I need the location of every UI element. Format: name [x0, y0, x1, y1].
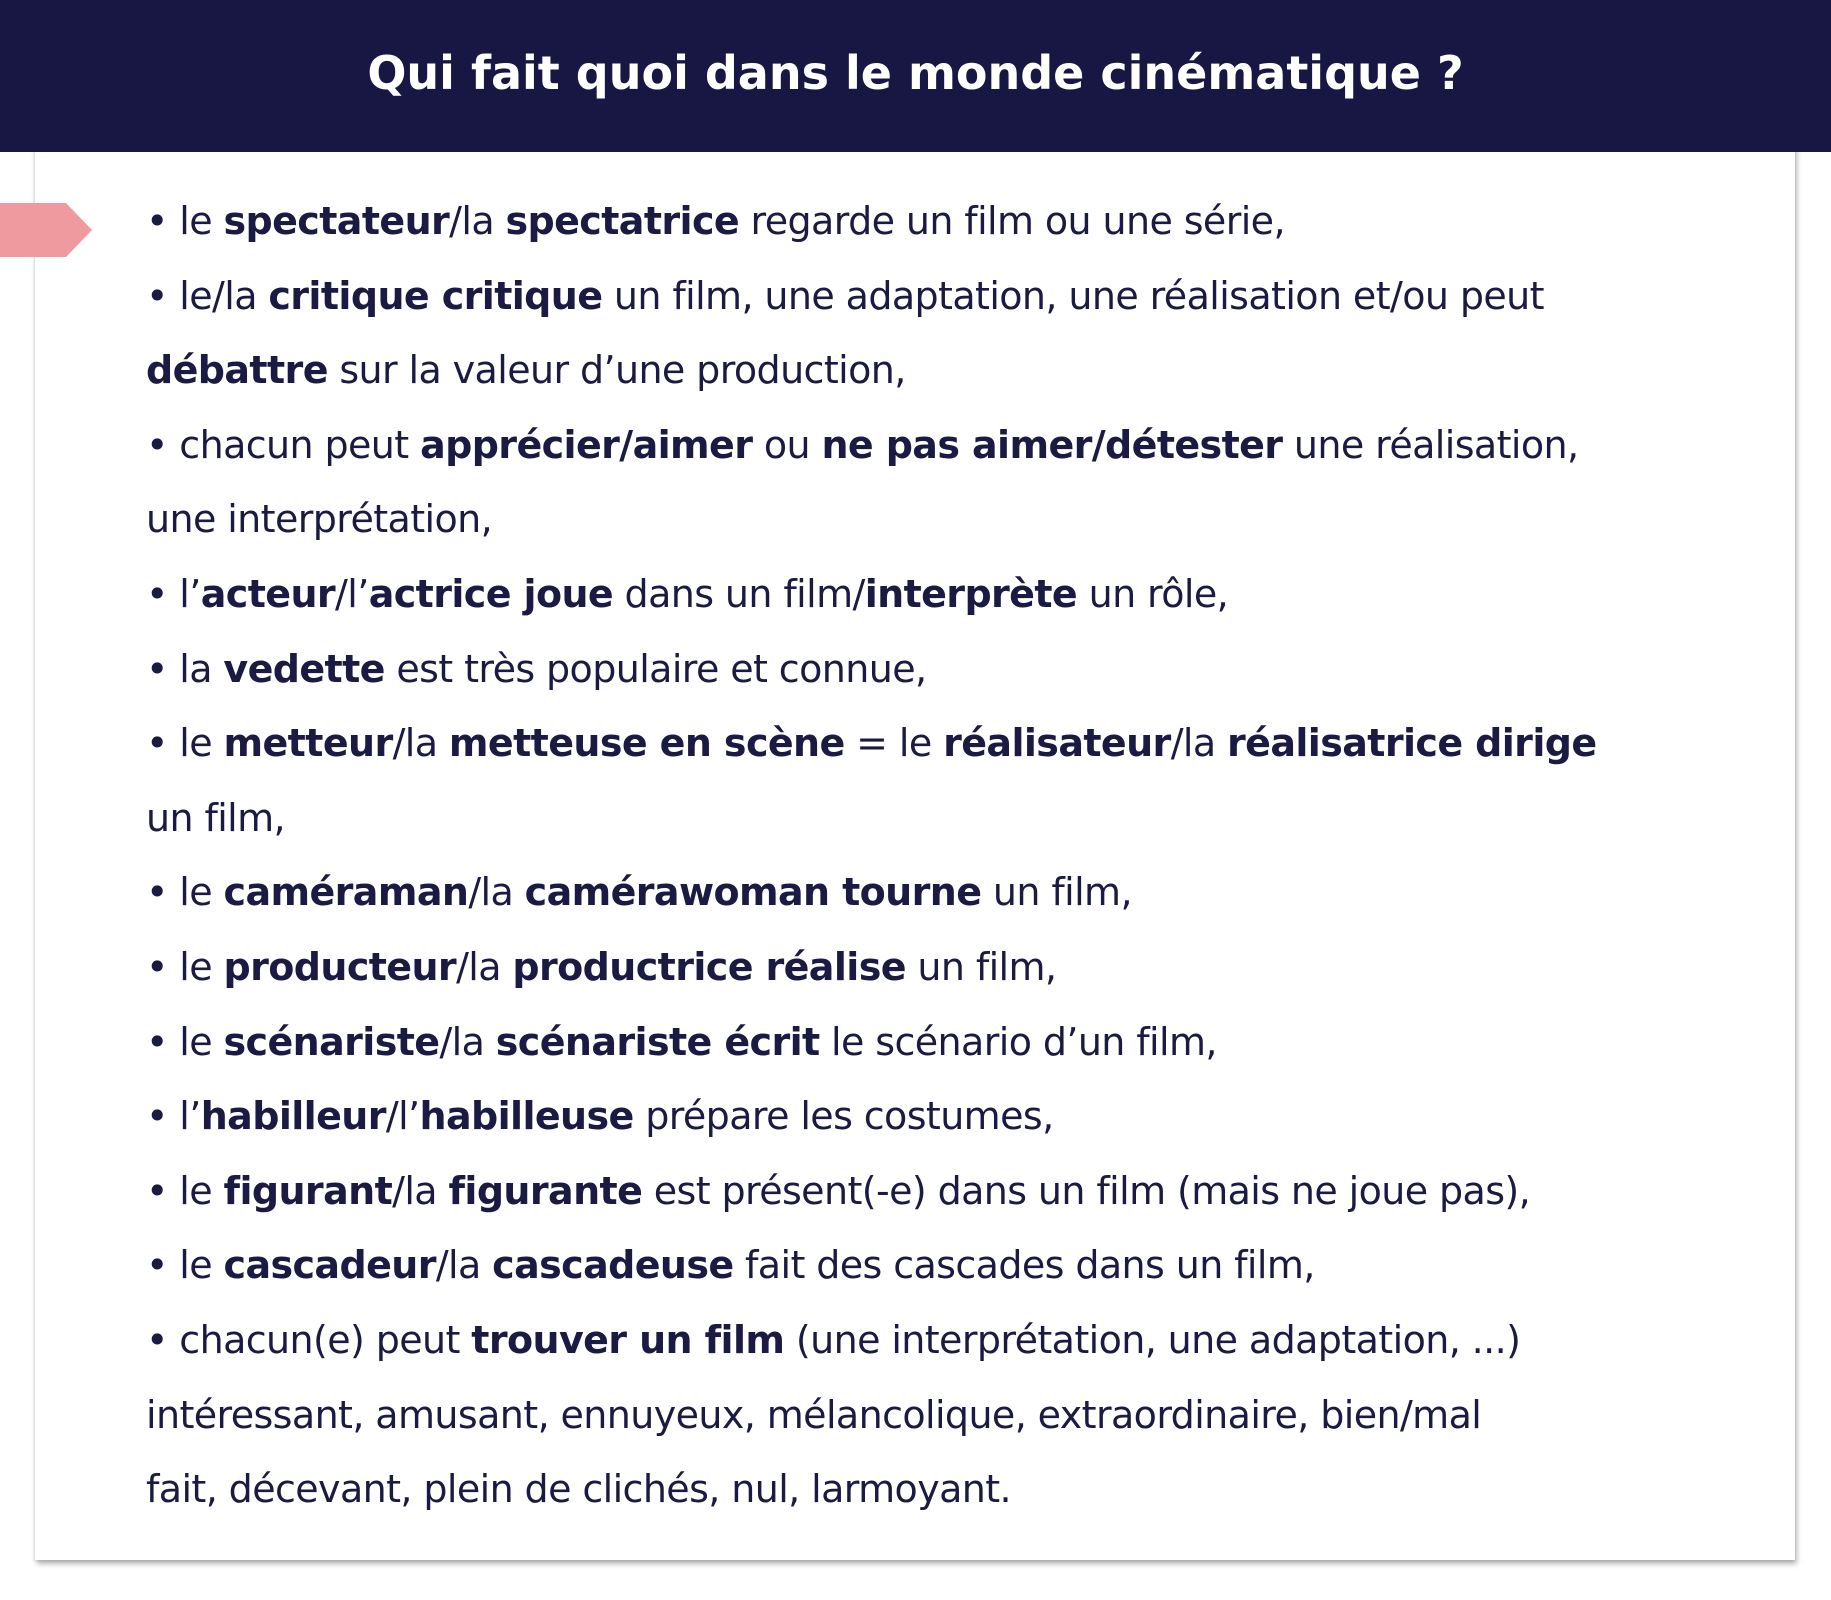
- key-term: metteur: [223, 721, 393, 766]
- text-segment: un film, une adaptation, une réalisation et/ou peut: [602, 273, 1544, 318]
- key-term: caméraman: [223, 870, 469, 915]
- text-segment: • le/la: [146, 273, 269, 318]
- text-segment: une interprétation,: [146, 497, 493, 542]
- text-segment: un film,: [981, 870, 1132, 915]
- text-segment: • le: [146, 1019, 224, 1064]
- text-line: [146, 408, 1756, 483]
- text-segment: une réalisation,: [1282, 422, 1579, 467]
- title-bar: [0, 0, 1831, 152]
- text-line: [146, 1303, 1756, 1378]
- text-segment: /la: [468, 870, 525, 915]
- text-line: [146, 1154, 1756, 1229]
- text-segment: = le: [844, 721, 944, 766]
- text-segment: • l’: [146, 571, 201, 616]
- text-segment: un film,: [905, 944, 1057, 989]
- text-segment: /la: [392, 721, 449, 766]
- text-segment: /la: [449, 199, 506, 243]
- key-term: actrice joue: [368, 571, 614, 616]
- text-segment: est très populaire et connue,: [384, 646, 927, 691]
- key-term: vedette: [223, 646, 385, 691]
- text-segment: dans un film/: [613, 571, 865, 616]
- key-term: débattre: [146, 348, 328, 393]
- text-line: [146, 930, 1756, 1005]
- text-line: [146, 781, 1756, 856]
- text-segment: prépare les costumes,: [633, 1094, 1054, 1139]
- key-term: ne pas aimer/détester: [821, 422, 1283, 467]
- text-segment: • l’: [146, 1094, 201, 1139]
- key-term: scénariste écrit: [495, 1019, 820, 1064]
- key-term: producteur: [223, 944, 457, 989]
- key-term: camérawoman tourne: [524, 870, 982, 915]
- text-segment: regarde un film ou une série,: [739, 199, 1285, 243]
- text-segment: • la: [146, 646, 224, 691]
- text-line: [146, 632, 1756, 707]
- text-line: [146, 1005, 1756, 1080]
- text-segment: • chacun peut: [146, 422, 421, 467]
- key-term: productrice réalise: [512, 944, 906, 989]
- text-segment: /la: [456, 944, 513, 989]
- key-term: metteuse en scène: [448, 721, 845, 766]
- text-segment: fait, décevant, plein de clichés, nul, larmoyant.: [146, 1467, 1012, 1512]
- text-segment: • le: [146, 944, 224, 989]
- key-term: spectatrice: [505, 199, 740, 243]
- text-segment: le scénario d’un film,: [819, 1019, 1217, 1064]
- text-segment: • chacun(e) peut: [146, 1317, 472, 1362]
- key-term: apprécier/aimer: [420, 422, 753, 467]
- text-segment: fait des cascades dans un film,: [733, 1243, 1315, 1288]
- key-term: cascadeur: [223, 1243, 436, 1288]
- key-term: cascadeuse: [492, 1243, 734, 1288]
- text-segment: est présent(-e) dans un film (mais ne joue pas),: [642, 1168, 1531, 1213]
- text-segment: /la: [439, 1019, 496, 1064]
- key-term: trouver un film: [471, 1317, 785, 1362]
- text-line: [146, 1378, 1756, 1453]
- text-segment: ou: [752, 422, 822, 467]
- text-segment: • le: [146, 1243, 224, 1288]
- key-term: spectateur: [223, 199, 450, 243]
- text-line: [146, 706, 1756, 781]
- text-segment: /l’: [385, 1094, 420, 1139]
- key-term: habilleuse: [419, 1094, 634, 1139]
- text-segment: (une interprétation, une adaptation, ...): [784, 1317, 1521, 1362]
- key-term: figurant: [223, 1168, 393, 1213]
- text-segment: sur la valeur d’une production,: [327, 348, 906, 393]
- text-segment: • le: [146, 870, 224, 915]
- text-segment: un rôle,: [1077, 571, 1229, 616]
- text-line: [146, 259, 1756, 334]
- vocabulary-list: [146, 184, 1756, 1527]
- key-term: critique critique: [268, 273, 603, 318]
- text-segment: intéressant, amusant, ennuyeux, mélancolique, extraordinaire, bien/mal: [146, 1392, 1482, 1437]
- text-line: [146, 1079, 1756, 1154]
- text-line: [146, 855, 1756, 930]
- key-term: acteur: [200, 571, 336, 616]
- text-line: [146, 1228, 1756, 1303]
- key-term: habilleur: [200, 1094, 386, 1139]
- text-line: [146, 482, 1756, 557]
- text-line: [146, 184, 1756, 259]
- text-segment: • le: [146, 199, 224, 243]
- arrow-marker-icon: [0, 203, 92, 257]
- text-line: [146, 557, 1756, 632]
- text-segment: /la: [392, 1168, 449, 1213]
- key-term: interprète: [864, 571, 1078, 616]
- text-line: [146, 333, 1756, 408]
- key-term: figurante: [448, 1168, 643, 1213]
- key-term: réalisateur: [943, 721, 1171, 766]
- text-segment: un film,: [146, 795, 286, 840]
- page-title: Qui fait quoi dans le monde cinématique ?: [367, 46, 1464, 100]
- text-segment: • le: [146, 1168, 224, 1213]
- text-segment: /l’: [335, 571, 369, 616]
- key-term: scénariste: [223, 1019, 440, 1064]
- text-segment: • le: [146, 721, 224, 766]
- text-segment: /la: [1170, 721, 1228, 766]
- text-line: [146, 1452, 1756, 1527]
- text-segment: /la: [435, 1243, 493, 1288]
- key-term: réalisatrice dirige: [1227, 721, 1597, 766]
